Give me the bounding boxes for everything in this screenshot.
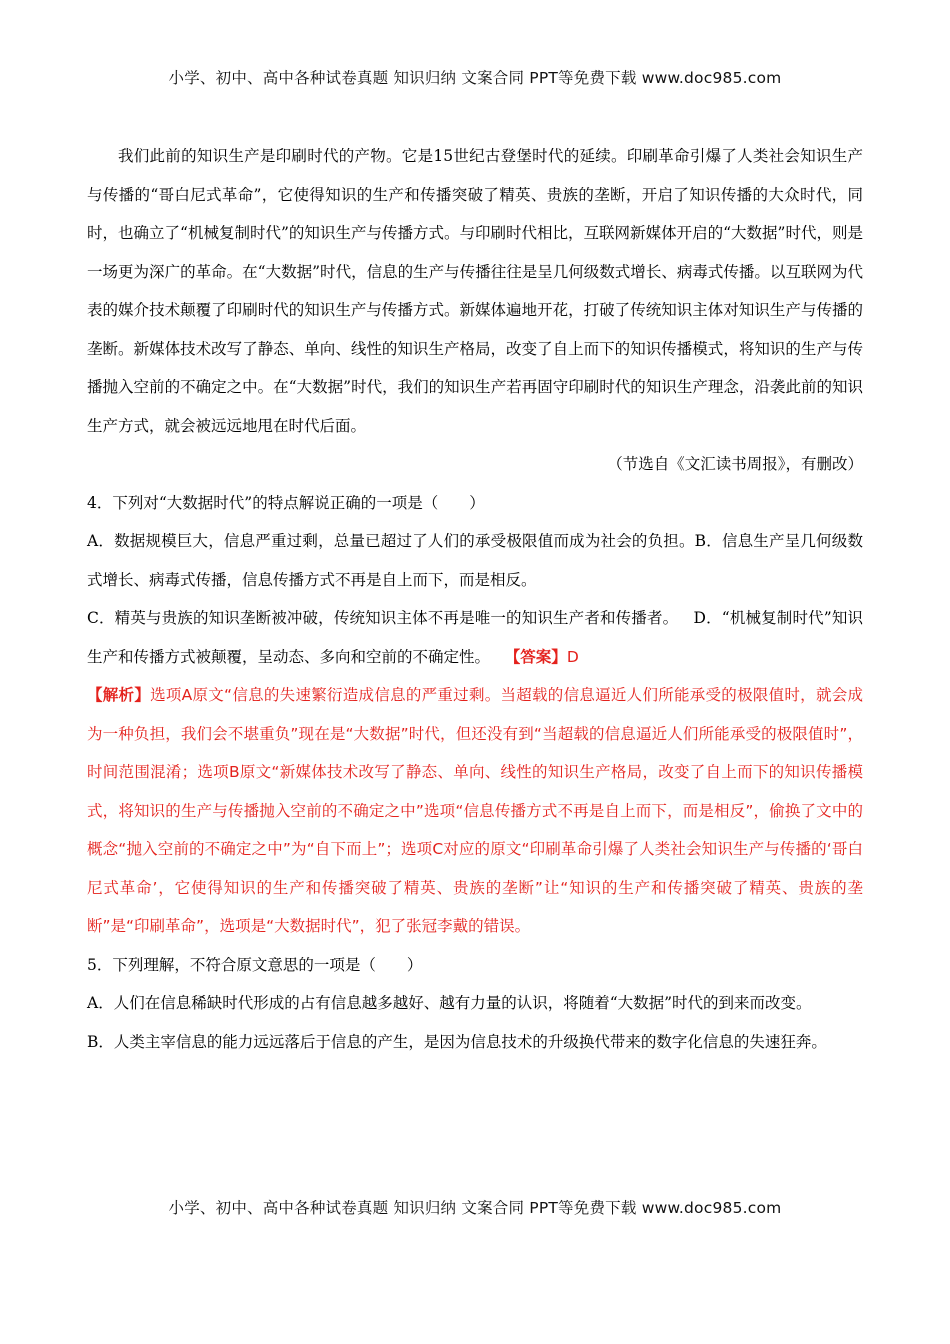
- question-5-option-a: A．人们在信息稀缺时代形成的占有信息越多越好、越有力量的认识，将随着“大数据”时代的到来而改变。: [87, 994, 812, 1012]
- passage-source: （节选自《文汇读书周报》，有删改）: [607, 455, 863, 473]
- document-body: [87, 137, 863, 1061]
- question-5-option-b: B．人类主宰信息的能力远远落后于信息的产生，是因为信息技术的升级换代带来的数字化信息的失速狂奔。: [87, 1032, 827, 1051]
- analysis-text: 选项A原文“信息的失速繁衍造成信息的严重过剩。当超载的信息逼近人们所能承受的极限值时，就会成为一种负担，我们会不堪重负”现在是“大数据”时代，但还没有到“当超载的信息逼近人们所能承受的极限值时”，时间范围混淆；选项B原文“新媒体技术改写了静态、单向、线性的知识生产格局，改变了自上而下的知识传播模式，将知识的生产与传播抛入空前的不确定之中”选项“信息传播方式不再是自上而下，而是相反”，偷换了文中的概念“抛入空前的不确定之中”为“自下而上”；选项C对应的原文“印刷革命引爆了人类社会知识生产与传播的‘哥白尼式革命’，它使得知识的生产和传播突破了精英、贵族的垄断”让“知识的生产和传播突破了精英、贵族的垄断”是“印刷革命”，选项是“大数据时代”，犯了张冠李戴的错误。: [87, 686, 863, 935]
- page-header: 小学、初中、高中各种试卷真题 知识归纳 文案合同 PPT等免费下载 www.doc985.com: [168, 69, 782, 87]
- answer-tag: 【答案】: [504, 646, 567, 666]
- question-5-stem: 5．下列理解，不符合原文意思的一项是（ ）: [87, 955, 423, 974]
- passage-body: 我们此前的知识生产是印刷时代的产物。它是15世纪古登堡时代的延续。印刷革命引爆了人类社会知识生产与传播的“哥白尼式革命”，它使得知识的生产和传播突破了精英、贵族的垄断，开启了知识传播的大众时代，同时，也确立了“机械复制时代”的知识生产与传播方式。与印刷时代相比，互联网新媒体开启的“大数据”时代，则是一场更为深广的革命。在“大数据”时代，信息的生产与传播往往是呈几何级数式增长、病毒式传播。以互联网为代表的媒介技术颠覆了印刷时代的知识生产与传播方式。新媒体遍地开花，打破了传统知识主体对知识生产与传播的垄断。新媒体技术改写了静态、单向、线性的知识生产格局，改变了自上而下的知识传播模式，将知识的生产与传播抛入空前的不确定之中。在“大数据”时代，我们的知识生产若再固守印刷时代的知识生产理念，沿袭此前的知识生产方式，就会被远远地甩在时代后面。: [87, 147, 863, 435]
- question-4-option-d: D．“机械复制时代”知识生产和传播方式被颠覆，呈动态、多向和空前的不确定性。: [87, 609, 863, 666]
- question-4-option-c: C．精英与贵族的知识垄断被冲破，传统知识主体不再是唯一的知识生产者和传播者。: [87, 609, 679, 627]
- question-4-analysis: [87, 676, 863, 946]
- question-4-option-b: B．信息生产呈几何级数式增长、病毒式传播，信息传播方式不再是自上而下，而是相反。: [87, 532, 863, 589]
- analysis-tag: 【解析】: [87, 686, 151, 704]
- question-4-option-a: A．数据规模巨大，信息严重过剩，总量已超过了人们的承受极限值而成为社会的负担。: [87, 532, 695, 550]
- page-footer: 小学、初中、高中各种试卷真题 知识归纳 文案合同 PPT等免费下载 www.doc985.com: [168, 1199, 782, 1217]
- question-4-stem: 4．下列对“大数据时代”的特点解说正确的一项是（ ）: [87, 493, 485, 512]
- question-4-options-ab: [87, 522, 863, 599]
- answer-value: D: [566, 647, 579, 666]
- question-4-options-cd: [87, 599, 863, 676]
